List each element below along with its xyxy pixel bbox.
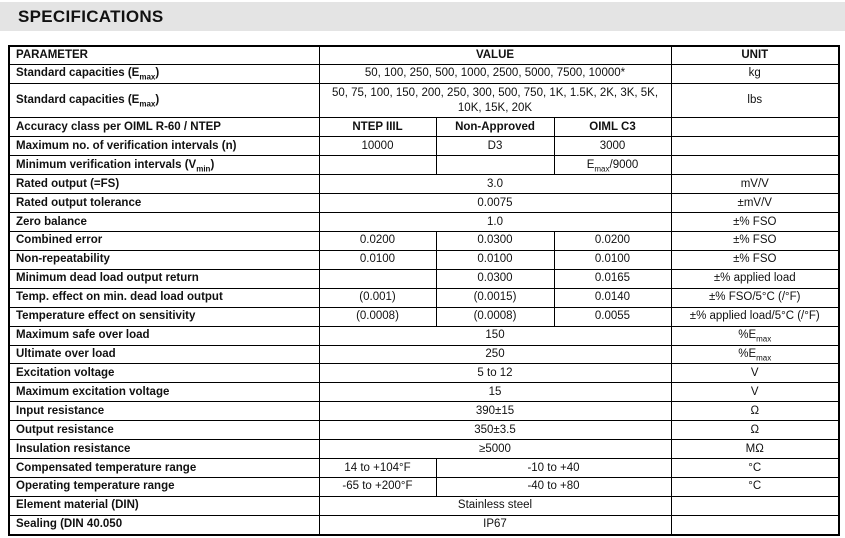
page-title: SPECIFICATIONS <box>18 6 164 26</box>
param-cell: Maximum safe over load <box>9 326 319 345</box>
table-row <box>9 440 839 459</box>
value-cell: ≥5000 <box>319 440 671 459</box>
table-row <box>9 213 839 232</box>
unit-cell <box>671 137 839 156</box>
value-cell: -40 to +80 <box>436 477 671 496</box>
value-cell: 14 to +104°F <box>319 459 436 478</box>
unit-cell <box>671 496 839 515</box>
value-cell: 0.0100 <box>436 250 554 269</box>
table-row <box>9 496 839 515</box>
param-cell: Sealing (DIN 40.050 <box>9 515 319 535</box>
table-row <box>9 118 839 137</box>
value-cell: (0.0008) <box>319 307 436 326</box>
value-cell: 350±3.5 <box>319 421 671 440</box>
param-cell: Element material (DIN) <box>9 496 319 515</box>
table-row <box>9 175 839 194</box>
unit-cell: mV/V <box>671 175 839 194</box>
value-cell: 3.0 <box>319 175 671 194</box>
param-cell: Accuracy class per OIML R-60 / NTEP <box>9 118 319 137</box>
value-cell: 150 <box>319 326 671 345</box>
table-row <box>9 137 839 156</box>
column-header: UNIT <box>671 46 839 64</box>
value-cell: 0.0055 <box>554 307 671 326</box>
table-row <box>9 269 839 288</box>
value-cell: 0.0300 <box>436 269 554 288</box>
value-cell: 10000 <box>319 137 436 156</box>
table-row <box>9 83 839 118</box>
value-cell: 0.0200 <box>319 231 436 250</box>
param-cell: Maximum excitation voltage <box>9 383 319 402</box>
value-cell: 50, 75, 100, 150, 200, 250, 300, 500, 750, 1K, 1.5K, 2K, 3K, 5K, 10K, 15K, 20K <box>319 83 671 118</box>
table-row <box>9 231 839 250</box>
param-cell: Temp. effect on min. dead load output <box>9 288 319 307</box>
section-title-bar <box>0 2 845 31</box>
unit-cell: ±% FSO <box>671 250 839 269</box>
value-cell <box>319 269 436 288</box>
value-cell: (0.001) <box>319 288 436 307</box>
table-row <box>9 307 839 326</box>
value-cell: NTEP IIIL <box>319 118 436 137</box>
specifications-table <box>8 45 840 536</box>
unit-cell: lbs <box>671 83 839 118</box>
param-cell: Input resistance <box>9 402 319 421</box>
param-cell: Insulation resistance <box>9 440 319 459</box>
param-cell: Rated output tolerance <box>9 194 319 213</box>
param-cell: Ultimate over load <box>9 345 319 364</box>
value-cell: 0.0300 <box>436 231 554 250</box>
value-cell: (0.0015) <box>436 288 554 307</box>
unit-cell: V <box>671 364 839 383</box>
unit-cell <box>671 118 839 137</box>
value-cell: 0.0075 <box>319 194 671 213</box>
value-cell: 0.0200 <box>554 231 671 250</box>
value-cell: -10 to +40 <box>436 459 671 478</box>
value-cell: D3 <box>436 137 554 156</box>
unit-cell: $\%E_{max}$ <box>671 326 839 345</box>
param-cell: Non-repeatability <box>9 250 319 269</box>
column-header: VALUE <box>319 46 671 64</box>
unit-cell: Ω <box>671 421 839 440</box>
value-cell: 0.0140 <box>554 288 671 307</box>
unit-cell: Ω <box>671 402 839 421</box>
value-cell: 5 to 12 <box>319 364 671 383</box>
table-row <box>9 64 839 83</box>
value-cell: 0.0165 <box>554 269 671 288</box>
param-cell: Compensated temperature range <box>9 459 319 478</box>
table-row <box>9 515 839 535</box>
unit-cell: V <box>671 383 839 402</box>
table-row <box>9 477 839 496</box>
value-cell: 15 <box>319 383 671 402</box>
unit-cell: ±% FSO <box>671 213 839 232</box>
table-row <box>9 402 839 421</box>
param-cell: Minimum dead load output return <box>9 269 319 288</box>
value-cell: -65 to +200°F <box>319 477 436 496</box>
header-row <box>9 46 839 64</box>
value-cell: Non-Approved <box>436 118 554 137</box>
param-cell: Zero balance <box>9 213 319 232</box>
param-cell: Output resistance <box>9 421 319 440</box>
unit-cell: $\%E_{max}$ <box>671 345 839 364</box>
param-cell: Rated output (=FS) <box>9 175 319 194</box>
value-cell: 50, 100, 250, 500, 1000, 2500, 5000, 7500, 10000* <box>319 64 671 83</box>
table-row <box>9 459 839 478</box>
param-cell: Combined error <box>9 231 319 250</box>
table-row <box>9 345 839 364</box>
table-row <box>9 250 839 269</box>
unit-cell: ±mV/V <box>671 194 839 213</box>
value-cell <box>436 156 554 175</box>
table-row <box>9 326 839 345</box>
unit-cell <box>671 515 839 535</box>
table-row <box>9 194 839 213</box>
unit-cell: °C <box>671 477 839 496</box>
value-cell: 1.0 <box>319 213 671 232</box>
unit-cell: ±% FSO <box>671 231 839 250</box>
value-cell: 0.0100 <box>319 250 436 269</box>
unit-cell: °C <box>671 459 839 478</box>
table-row <box>9 421 839 440</box>
value-cell: 0.0100 <box>554 250 671 269</box>
value-cell <box>319 156 436 175</box>
param-cell: Excitation voltage <box>9 364 319 383</box>
value-cell: 390±15 <box>319 402 671 421</box>
table-row <box>9 288 839 307</box>
param-cell: Maximum no. of verification intervals (n) <box>9 137 319 156</box>
unit-cell: MΩ <box>671 440 839 459</box>
unit-cell: ±% FSO/5°C (/°F) <box>671 288 839 307</box>
unit-cell: kg <box>671 64 839 83</box>
table-row <box>9 156 839 175</box>
unit-cell: ±% applied load/5°C (/°F) <box>671 307 839 326</box>
param-cell: Minimum verification intervals $(V_{min})$ <box>9 156 319 175</box>
value-cell: IP67 <box>319 515 671 535</box>
value-cell: 3000 <box>554 137 671 156</box>
value-cell: $E_{max}/9000$ <box>554 156 671 175</box>
param-cell: Standard capacities $(E_{max})$ <box>9 83 319 118</box>
value-cell: OIML C3 <box>554 118 671 137</box>
value-cell: 250 <box>319 345 671 364</box>
param-cell: Operating temperature range <box>9 477 319 496</box>
param-cell: Temperature effect on sensitivity <box>9 307 319 326</box>
value-cell: Stainless steel <box>319 496 671 515</box>
table-row <box>9 383 839 402</box>
table-row <box>9 364 839 383</box>
value-cell: (0.0008) <box>436 307 554 326</box>
param-cell: Standard capacities $(E_{max})$ <box>9 64 319 83</box>
unit-cell <box>671 156 839 175</box>
column-header: PARAMETER <box>9 46 319 64</box>
unit-cell: ±% applied load <box>671 269 839 288</box>
